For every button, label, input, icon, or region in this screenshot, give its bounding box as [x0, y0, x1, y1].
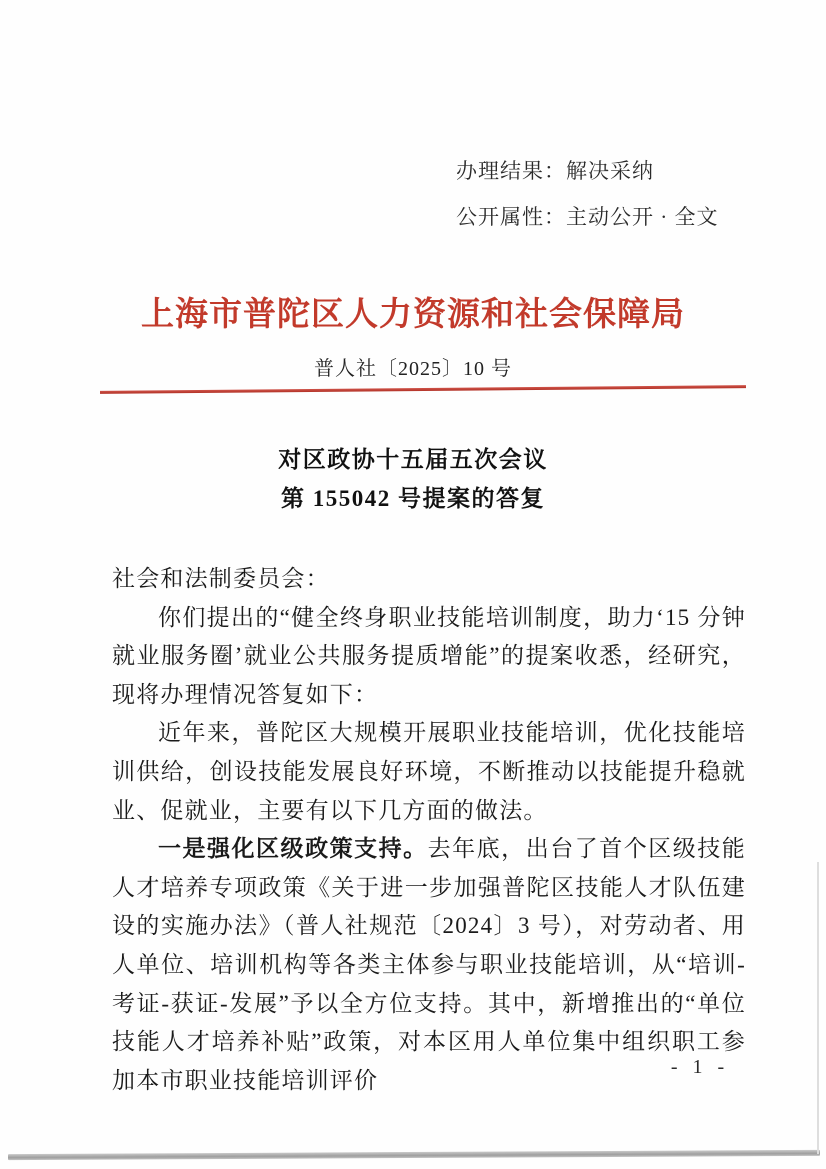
meta-line-publicity — [456, 194, 719, 240]
body-paragraph-2 — [112, 714, 746, 830]
page-number: - 1 - — [670, 1056, 730, 1078]
meta-value-handling-result: 解决采纳 — [566, 159, 654, 183]
document-title-line2: 第 155042 号提案的答复 — [281, 486, 545, 511]
scan-edge-right — [817, 862, 819, 1154]
paragraph-1-text: 你们提出的“健全终身职业技能培训制度，助力‘15 分钟就业服务圈’就业公共服务提质增能”的提案收悉，经研究，现将办理情况答复如下： — [112, 604, 746, 707]
meta-label-handling-result: 办理结果： — [456, 159, 566, 183]
meta-value-publicity: 主动公开 · 全文 — [566, 205, 719, 229]
meta-label-publicity: 公开属性： — [456, 205, 566, 229]
meta-line-handling-result — [456, 148, 719, 194]
body-paragraph-1 — [112, 599, 746, 715]
document-title — [0, 440, 826, 518]
paragraph-3-text: 去年底，出台了首个区级技能人才培养专项政策《关于进一步加强普陀区技能人才队伍建设的实施办法》（普人社规范〔2024〕3 号），对劳动者、用人单位、培训机构等各类主体参与职业技能培训，从“培训-考证-获证-发展”予以全方位支持。其中，新增推出的“单位技能人才培养补贴”政策，对本区用人单位集中组织职工参加本市职业技能培训评价 — [112, 836, 746, 1093]
document-meta-block — [456, 148, 719, 240]
letterhead-red-rule — [100, 385, 746, 394]
document-title-line1: 对区政协十五届五次会议 — [278, 447, 548, 472]
document-body — [112, 560, 746, 1100]
paragraph-2-text: 近年来，普陀区大规模开展职业技能培训，优化技能培训供给，创设技能发展良好环境，不断推动以技能提升稳就业、促就业，主要有以下几方面的做法。 — [112, 720, 746, 823]
scan-edge-bottom — [8, 1150, 820, 1160]
letterhead-agency-name: 上海市普陀区人力资源和社会保障局 — [141, 297, 685, 333]
paragraph-3-bold-lead: 一是强化区级政策支持。 — [158, 836, 428, 862]
document-number: 普人社〔2025〕10 号 — [314, 358, 512, 380]
salutation: 社会和法制委员会： — [112, 566, 330, 591]
